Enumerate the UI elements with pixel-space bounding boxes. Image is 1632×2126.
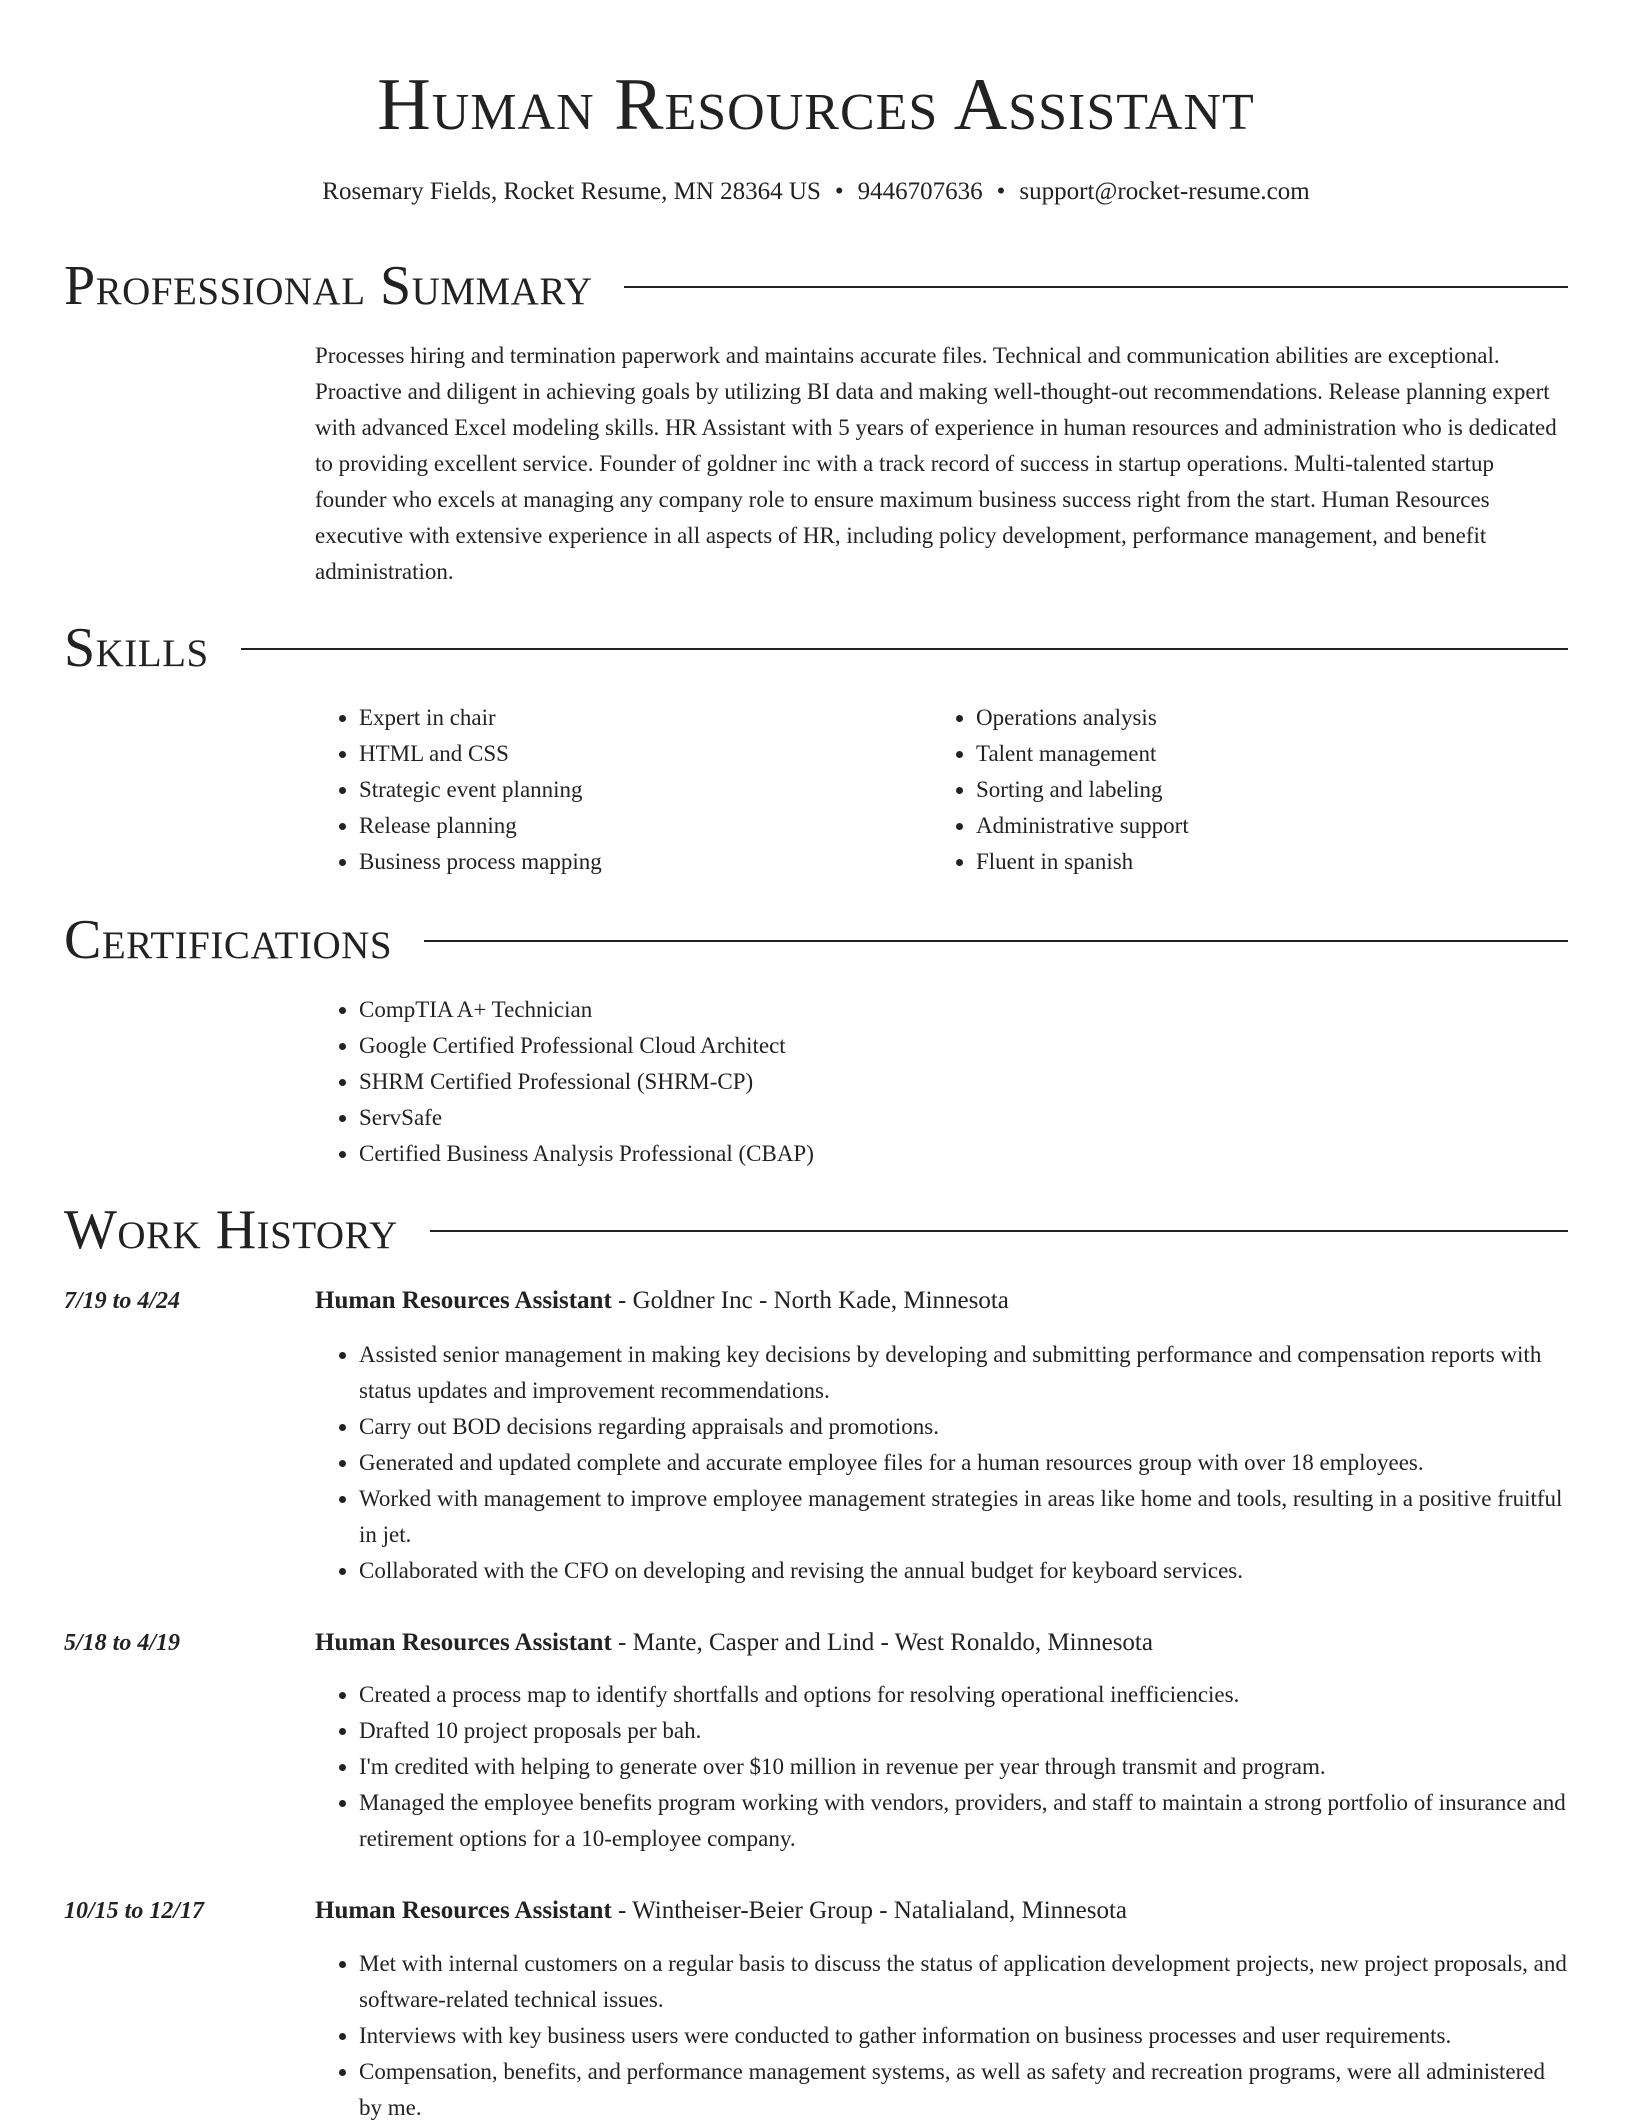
- skill-item: • Strategic event planning: [359, 772, 932, 808]
- job-bullets: [315, 1337, 1570, 1589]
- section-title-summary: Professional Summary: [64, 255, 593, 317]
- skill-item: • Administrative support: [976, 808, 1549, 844]
- skill-item: • Fluent in spanish: [976, 844, 1549, 880]
- section-header-skills: [64, 616, 1568, 680]
- job-details: - Goldner Inc - North Kade, Minnesota: [611, 1287, 1009, 1314]
- job-bullet: • Compensation, benefits, and performance management systems, as well as safety and recreation programs, were all administered by me.: [359, 2054, 1570, 2126]
- skills-column-left: [315, 700, 932, 880]
- job-header: [315, 1893, 1570, 1929]
- skill-item: • Release planning: [359, 808, 932, 844]
- skill-item: • Sorting and labeling: [976, 772, 1549, 808]
- job-bullets: [315, 1677, 1570, 1857]
- skill-item: • Expert in chair: [359, 700, 932, 736]
- job-header: [315, 1283, 1570, 1319]
- summary-block: [315, 338, 1570, 590]
- job-dates: 7/19 to 4/24: [64, 1288, 181, 1314]
- section-header-summary: [64, 254, 1568, 318]
- job-bullet: • Assisted senior management in making key decisions by developing and submitting performance and compensation reports with status updates and improvement recommendations.: [359, 1337, 1570, 1409]
- section-title-work-history: Work History: [64, 1199, 398, 1261]
- job-dates: 5/18 to 4/19: [64, 1630, 181, 1656]
- contact-separator: •: [996, 178, 1006, 205]
- job-bullet: • Drafted 10 project proposals per bah.: [359, 1713, 1570, 1749]
- job-bullet: • Worked with management to improve employee management strategies in areas like home and tools, resulting in a positive fruitful in jet.: [359, 1481, 1570, 1553]
- job-role: Human Resources Assistant: [315, 1629, 612, 1656]
- certification-item: • ServSafe: [359, 1100, 1570, 1136]
- certification-item: • CompTIA A+ Technician: [359, 992, 1570, 1028]
- section-divider: [624, 286, 1568, 288]
- skill-item: • Talent management: [976, 736, 1549, 772]
- certification-item: • Certified Business Analysis Professional (CBAP): [359, 1136, 1570, 1172]
- certification-item: • SHRM Certified Professional (SHRM-CP): [359, 1064, 1570, 1100]
- job-details: - Wintheiser-Beier Group - Natalialand, Minnesota: [611, 1897, 1128, 1924]
- job-header: [315, 1625, 1570, 1661]
- contact-email: support@rocket-resume.com: [1019, 178, 1310, 205]
- job-bullet: • Interviews with key business users were conducted to gather information on business processes and user requirements.: [359, 2018, 1570, 2054]
- section-header-certifications: [64, 908, 1568, 972]
- job-bullet: • Generated and updated complete and accurate employee files for a human resources group with over 18 employees.: [359, 1445, 1570, 1481]
- skill-item: • HTML and CSS: [359, 736, 932, 772]
- certifications-block: [315, 992, 1570, 1172]
- section-title-skills: Skills: [64, 617, 209, 679]
- section-title-certifications: Certifications: [64, 909, 393, 971]
- job-bullet: • Carry out BOD decisions regarding appraisals and promotions.: [359, 1409, 1570, 1445]
- contact-address: Rosemary Fields, Rocket Resume, MN 28364 US: [322, 178, 821, 205]
- skills-block: [315, 700, 1570, 880]
- job-bullet: • Managed the employee benefits program working with vendors, providers, and staff to maintain a strong portfolio of insurance and retirement options for a 10-employee company.: [359, 1785, 1570, 1857]
- section-header-work-history: [64, 1198, 1568, 1262]
- summary-text: Processes hiring and termination paperwork and maintains accurate files. Technical and communication abilities are exceptional. Proactive and diligent in achieving goals by utilizing BI data and making well-thought-out recommendations. Release planning expert with advanced Excel modeling skills. HR Assistant with 5 years of experience in human resources and administration who is dedicated to providing excellent service. Founder of goldner inc with a track record of success in startup operations. Multi-talented startup founder who excels at managing any company role to ensure maximum business success right from the start. Human Resources executive with extensive experience in all aspects of HR, including policy development, performance management, and benefit administration.: [315, 343, 1557, 584]
- section-divider: [241, 648, 1568, 650]
- contact-phone: 9446707636: [857, 178, 983, 205]
- job-bullets: [315, 1946, 1570, 2126]
- job-details: - Mante, Casper and Lind - West Ronaldo, Minnesota: [611, 1629, 1153, 1656]
- job-role: Human Resources Assistant: [315, 1287, 612, 1314]
- contact-separator: •: [834, 178, 844, 205]
- section-divider: [424, 940, 1568, 942]
- job-dates: 10/15 to 12/17: [64, 1898, 205, 1924]
- section-divider: [430, 1230, 1568, 1232]
- job-bullet: • Created a process map to identify shortfalls and options for resolving operational inefficiencies.: [359, 1677, 1570, 1713]
- contact-line: [0, 174, 1632, 210]
- job-bullet: • Met with internal customers on a regular basis to discuss the status of application development projects, new project proposals, and software-related technical issues.: [359, 1946, 1570, 2018]
- job-bullet: • Collaborated with the CFO on developing and revising the annual budget for keyboard services.: [359, 1553, 1570, 1589]
- job-role: Human Resources Assistant: [315, 1897, 612, 1924]
- certification-item: • Google Certified Professional Cloud Architect: [359, 1028, 1570, 1064]
- skill-item: • Business process mapping: [359, 844, 932, 880]
- resume-title: Human Resources Assistant: [377, 64, 1255, 146]
- skills-column-right: [932, 700, 1549, 880]
- skill-item: • Operations analysis: [976, 700, 1549, 736]
- job-bullet: • I'm credited with helping to generate over $10 million in revenue per year through transmit and program.: [359, 1749, 1570, 1785]
